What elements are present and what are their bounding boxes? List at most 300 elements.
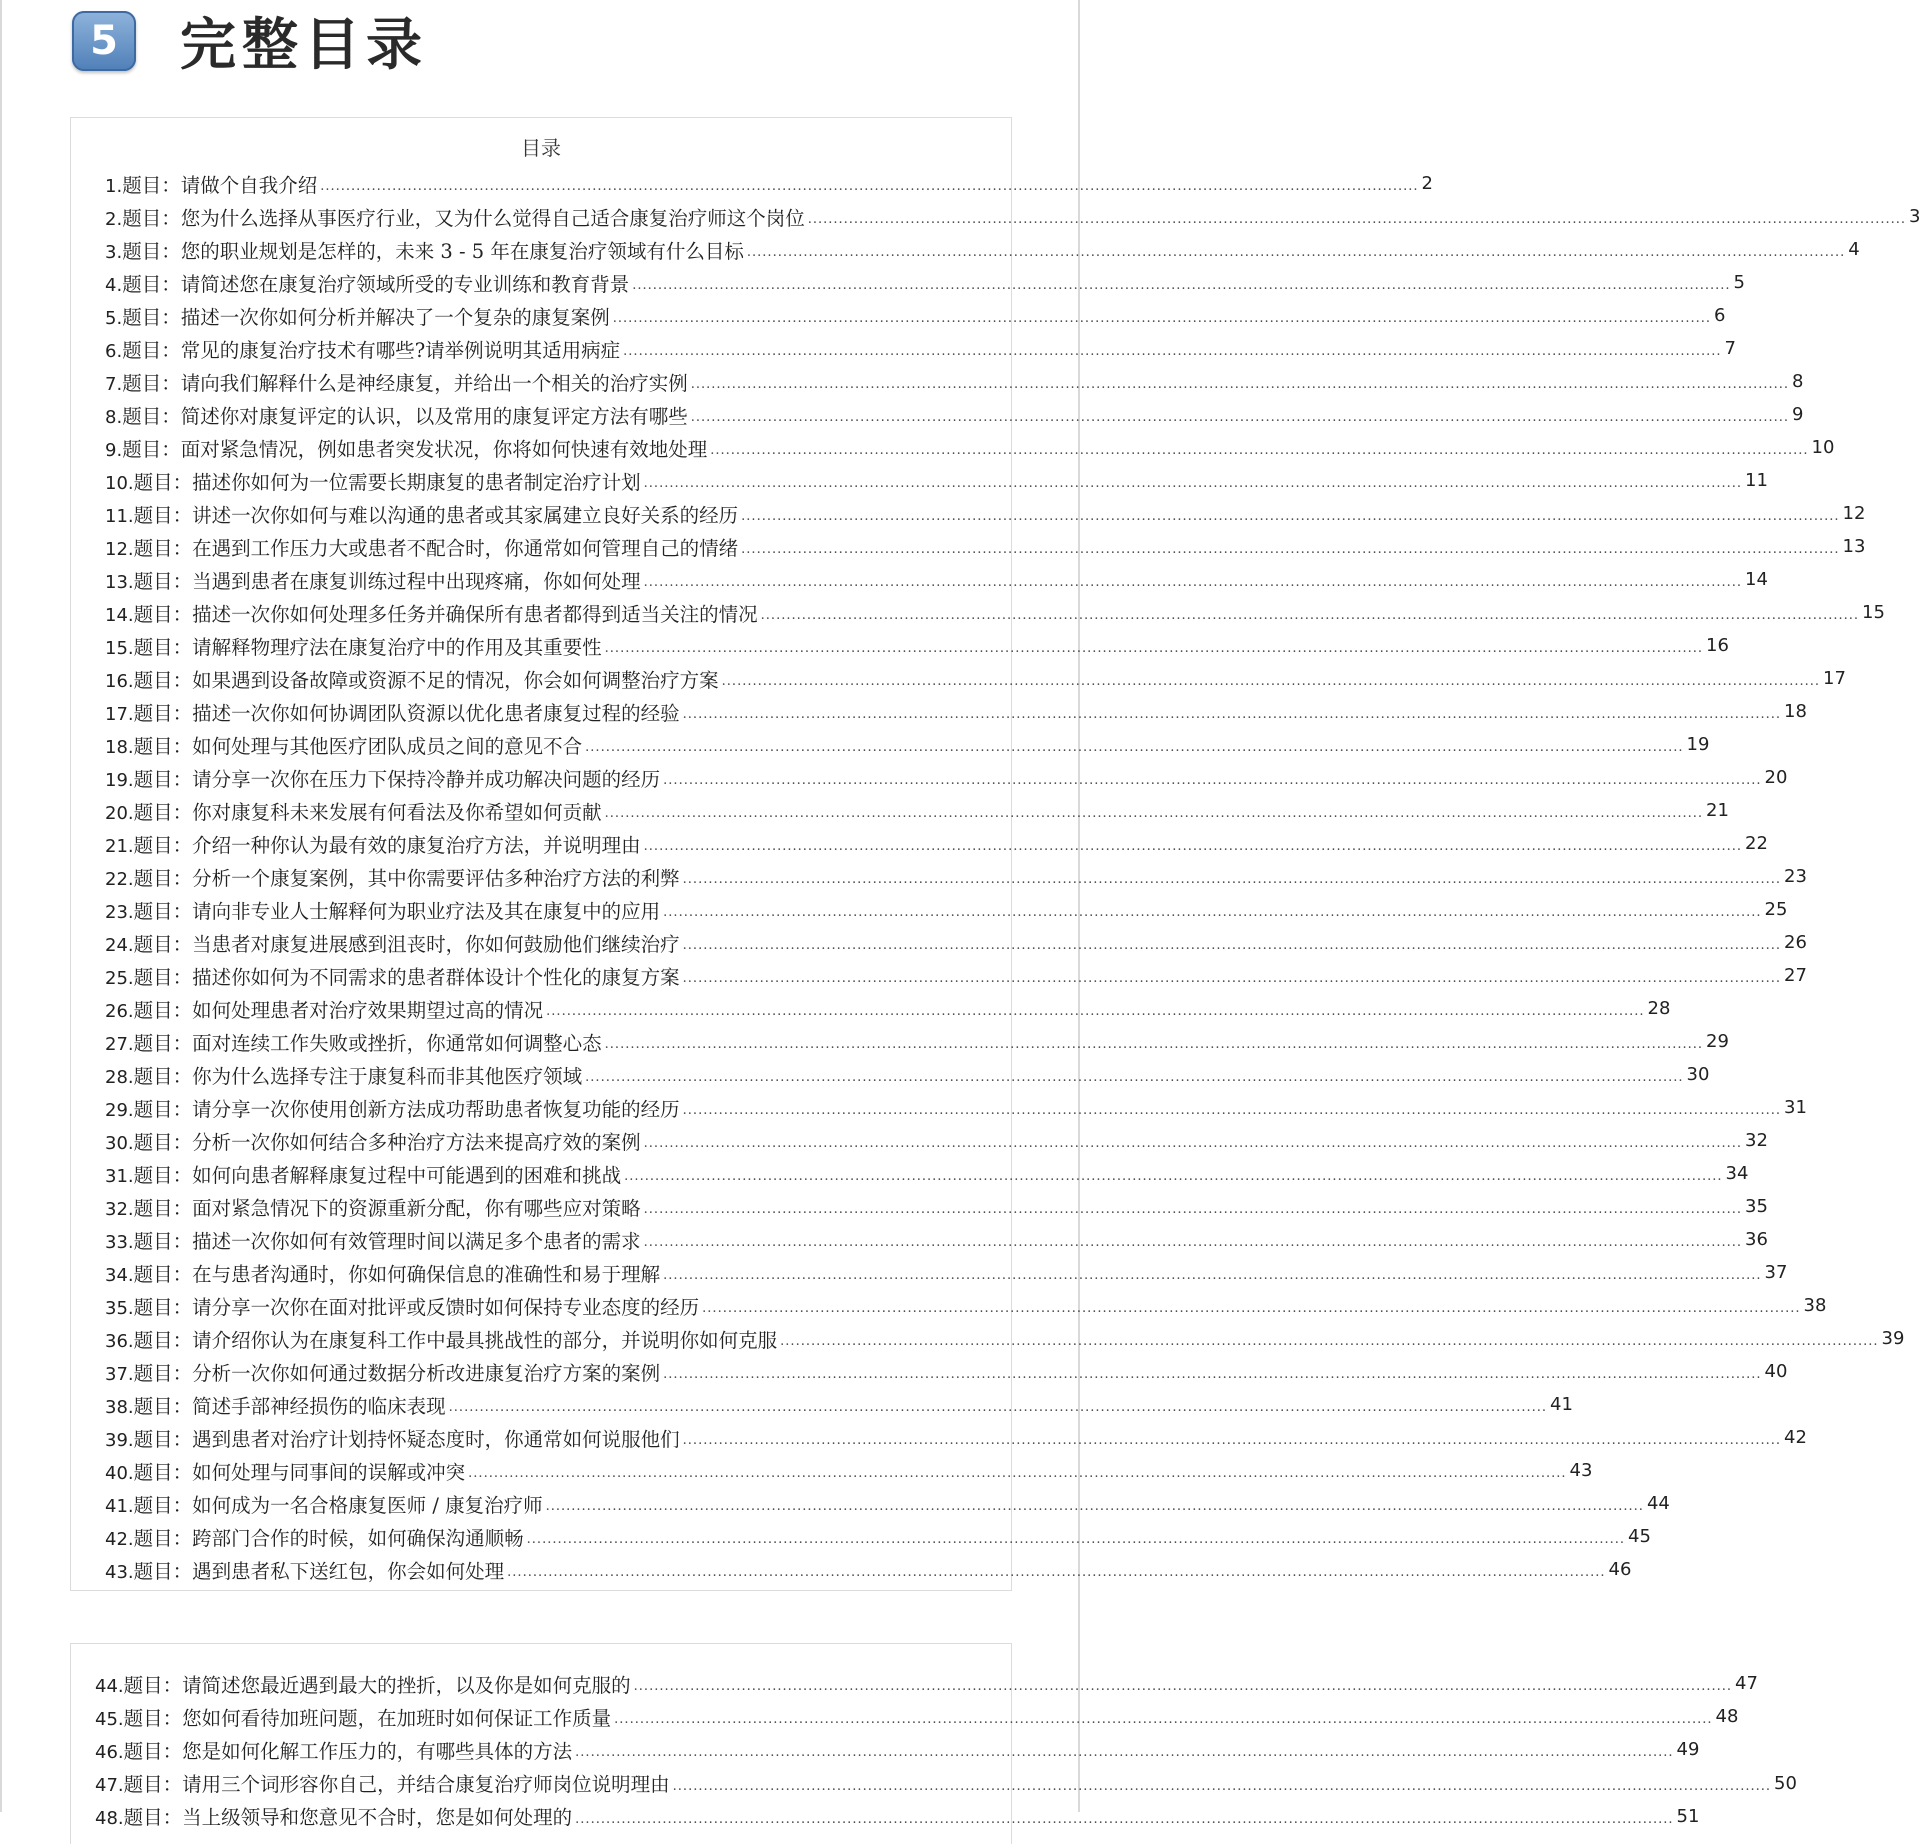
toc-entry-title: 当遇到患者在康复训练过程中出现疼痛，你如何处理 — [192, 569, 641, 593]
toc-entry-page: 6 — [1714, 305, 1726, 326]
toc-entry-page: 11 — [1745, 470, 1768, 491]
toc-entry-title: 请分享一次你在压力下保持冷静并成功解决问题的经历 — [192, 767, 661, 791]
toc-entry-page: 8 — [1792, 371, 1804, 392]
toc-entry-title: 分析一个康复案例，其中你需要评估多种治疗方法的利弊 — [192, 866, 680, 890]
toc-entry[interactable] — [105, 596, 1885, 629]
toc-entry-title: 您如何看待加班问题，在加班时如何保证工作质量 — [182, 1706, 612, 1730]
toc-entry-title: 简述你对康复评定的认识，以及常用的康复评定方法有哪些 — [180, 404, 688, 428]
toc-entry[interactable] — [95, 1800, 1700, 1833]
entry-label: 题目： — [133, 701, 193, 725]
toc-entry-page: 16 — [1706, 635, 1729, 656]
entry-label: 题目： — [133, 1262, 193, 1286]
toc-entry[interactable] — [105, 431, 1835, 464]
toc-entry-title: 请解释物理疗法在康复治疗中的作用及其重要性 — [192, 635, 602, 659]
toc-entry-number — [105, 1160, 192, 1188]
toc-entry-title: 您为什么选择从事医疗行业，又为什么觉得自己适合康复治疗师这个岗位 — [180, 206, 805, 230]
toc-entry-number — [105, 1061, 192, 1089]
entry-index: 43. — [105, 1561, 134, 1583]
toc-entry[interactable] — [105, 1553, 1632, 1586]
toc-entry-page: 47 — [1735, 1673, 1758, 1695]
toc-entry-title: 如何处理与同事间的误解或冲突 — [192, 1460, 466, 1484]
toc-entry-title: 描述一次你如何分析并解决了一个复杂的康复案例 — [180, 305, 610, 329]
toc-entry-number — [105, 1094, 192, 1122]
dot-leader — [605, 806, 1703, 821]
toc-entry-number — [105, 1193, 192, 1221]
toc-entry-title: 讲述一次你如何与难以沟通的患者或其家属建立良好关系的经历 — [192, 503, 739, 527]
entry-label: 题目： — [133, 470, 193, 494]
entry-label: 题目： — [133, 1295, 193, 1319]
toc-entry[interactable] — [105, 1025, 1729, 1058]
entry-label: 题目： — [133, 1196, 193, 1220]
toc-entry-number — [105, 467, 192, 495]
toc-entry[interactable] — [105, 497, 1866, 530]
toc-entry-number — [105, 1292, 192, 1320]
toc-entry-number — [95, 1703, 182, 1731]
entry-label: 题目： — [133, 1031, 193, 1055]
toc-entry[interactable] — [105, 629, 1729, 662]
toc-entry-page: 35 — [1745, 1196, 1768, 1217]
toc-entry-number — [105, 1457, 192, 1485]
toc-entry-number — [105, 1556, 192, 1584]
toc-entry-title: 请分享一次你使用创新方法成功帮助患者恢复功能的经历 — [192, 1097, 680, 1121]
toc-entry-number — [105, 401, 181, 429]
dot-leader — [663, 1268, 1761, 1283]
toc-entry-title: 您的职业规划是怎样的，未来 3 - 5 年在康复治疗领域有什么目标 — [180, 239, 744, 263]
toc-entry[interactable] — [105, 1454, 1593, 1487]
entry-index: 25. — [105, 967, 134, 989]
toc-entry-number — [105, 1391, 192, 1419]
toc-entry-title: 分析一次你如何结合多种治疗方法来提高疗效的案例 — [192, 1130, 641, 1154]
entry-label: 题目： — [133, 1163, 193, 1187]
entry-label: 题目： — [133, 668, 193, 692]
toc-entry[interactable] — [105, 1388, 1573, 1421]
toc-entry-number — [105, 896, 192, 924]
toc-entry-title: 常见的康复治疗技术有哪些?请举例说明其适用病症 — [180, 338, 621, 362]
toc-entry-title: 介绍一种你认为最有效的康复治疗方法，并说明理由 — [192, 833, 641, 857]
dot-leader — [449, 1400, 1547, 1415]
toc-entry-number — [105, 269, 181, 297]
toc-entry-page: 34 — [1725, 1163, 1749, 1184]
entry-index: 4. — [105, 274, 123, 296]
toc-entry-title: 遇到患者对治疗计划持怀疑态度时，你通常如何说服他们 — [192, 1427, 680, 1451]
dot-leader — [710, 443, 1808, 458]
toc-entry-page: 21 — [1706, 800, 1729, 821]
toc-entry[interactable] — [95, 1733, 1700, 1766]
toc-entry-number — [105, 170, 181, 198]
dot-leader — [605, 641, 1703, 656]
entry-index: 22. — [105, 868, 134, 890]
toc-entry-page: 29 — [1706, 1031, 1729, 1052]
entry-label: 题目： — [133, 1229, 193, 1253]
toc-entry-number — [105, 1424, 192, 1452]
toc-entry-title: 在与患者沟通时，你如何确保信息的准确性和易于理解 — [192, 1262, 661, 1286]
entry-index: 27. — [105, 1033, 134, 1055]
dot-leader — [585, 740, 1683, 755]
toc-entry[interactable] — [105, 1157, 1749, 1190]
entry-index: 31. — [105, 1165, 134, 1187]
toc-entry-number — [105, 698, 192, 726]
toc-entry[interactable] — [105, 794, 1729, 827]
toc-entry-title: 请介绍你认为在康复科工作中最具挑战性的部分，并说明你如何克服 — [192, 1328, 778, 1352]
toc-entry-number — [105, 929, 192, 957]
dot-leader — [683, 1103, 1781, 1118]
entry-label: 题目： — [133, 536, 193, 560]
dot-leader — [780, 1334, 1878, 1349]
toc-entry[interactable] — [105, 959, 1807, 992]
toc-entry-page: 39 — [1881, 1328, 1905, 1349]
toc-entry-page: 22 — [1745, 833, 1768, 854]
toc-entry-page: 15 — [1862, 602, 1885, 623]
toc-entry-page: 7 — [1724, 338, 1736, 359]
toc-entry-title: 描述你如何为不同需求的患者群体设计个性化的康复方案 — [192, 965, 680, 989]
entry-label: 题目： — [133, 1097, 193, 1121]
toc-entry-page: 40 — [1764, 1361, 1788, 1382]
toc-entry-title: 你对康复科未来发展有何看法及你希望如何贡献 — [192, 800, 602, 824]
entry-index: 46. — [95, 1741, 124, 1763]
entry-label: 题目： — [123, 1673, 183, 1697]
entry-label: 题目： — [123, 1739, 183, 1763]
entry-label: 题目： — [133, 1394, 193, 1418]
toc-entry[interactable] — [105, 266, 1745, 299]
entry-label: 题目： — [133, 503, 193, 527]
entry-index: 40. — [105, 1462, 134, 1484]
entry-index: 47. — [95, 1775, 124, 1797]
toc-entry[interactable] — [105, 728, 1710, 761]
dot-leader — [683, 971, 1781, 986]
toc-entry[interactable] — [105, 464, 1768, 497]
toc-entry-number — [105, 632, 192, 660]
toc-entry-title: 简述手部神经损伤的临床表现 — [192, 1394, 446, 1418]
entry-label: 题目： — [133, 1361, 193, 1385]
toc-entry[interactable] — [105, 1421, 1807, 1454]
dot-leader — [683, 938, 1781, 953]
entry-label: 题目： — [133, 800, 193, 824]
entry-index: 48. — [95, 1808, 124, 1830]
entry-index: 19. — [105, 769, 134, 791]
entry-label: 题目： — [133, 767, 193, 791]
toc-entry-title: 请做个自我介绍 — [180, 173, 318, 197]
dot-leader — [691, 377, 1789, 392]
toc-entry-title: 描述一次你如何有效管理时间以满足多个患者的需求 — [192, 1229, 641, 1253]
entry-index: 39. — [105, 1429, 134, 1451]
dot-leader — [644, 1202, 1742, 1217]
toc-entry-number — [105, 335, 181, 363]
entry-index: 6. — [105, 340, 123, 362]
entry-label: 题目： — [133, 734, 193, 758]
toc-entry[interactable] — [95, 1667, 1758, 1700]
toc-entry-number — [105, 863, 192, 891]
toc-entry-title: 描述你如何为一位需要长期康复的患者制定治疗计划 — [192, 470, 641, 494]
toc-entry-title: 请简述您在康复治疗领域所受的专业训练和教育背景 — [180, 272, 630, 296]
entry-label: 题目： — [122, 272, 181, 296]
dot-leader — [722, 674, 1820, 689]
toc-entry[interactable] — [105, 398, 1804, 431]
dot-leader — [613, 311, 1711, 326]
toc-entry-title: 面对紧急情况下的资源重新分配，你有哪些应对策略 — [192, 1196, 641, 1220]
entry-index: 8. — [105, 406, 123, 428]
toc-entry[interactable] — [105, 926, 1807, 959]
entry-index: 34. — [105, 1264, 134, 1286]
toc-entry-title: 请用三个词形容你自己，并结合康复治疗师岗位说明理由 — [182, 1773, 670, 1797]
toc-entry[interactable] — [105, 992, 1671, 1025]
toc-entry[interactable] — [105, 1322, 1905, 1355]
entry-index: 12. — [105, 538, 134, 560]
toc-entry[interactable] — [105, 1289, 1827, 1322]
toc-entry-number — [95, 1670, 182, 1698]
entry-label: 题目： — [122, 206, 181, 230]
toc-entry-title: 请向非专业人士解释何为职业疗法及其在康复中的应用 — [192, 899, 661, 923]
toc-entry-title: 您是如何化解工作压力的，有哪些具体的方法 — [182, 1739, 573, 1763]
toc-entry[interactable] — [105, 332, 1736, 365]
entry-index: 9. — [105, 439, 123, 461]
dot-leader — [663, 905, 1761, 920]
toc-page-2 — [70, 1643, 1797, 1844]
toc-entry-page: 4 — [1848, 239, 1860, 260]
entry-label: 题目： — [123, 1806, 183, 1830]
entry-label: 题目： — [133, 866, 193, 890]
entry-label: 题目： — [122, 305, 181, 329]
entry-index: 30. — [105, 1132, 134, 1154]
toc-entry-page: 43 — [1569, 1460, 1593, 1481]
toc-entry[interactable] — [105, 1256, 1788, 1289]
toc-entry-number — [105, 236, 181, 264]
toc-entry-page: 31 — [1784, 1097, 1807, 1118]
dot-leader — [634, 1679, 1732, 1694]
dot-leader — [623, 344, 1721, 359]
section-title: 完整目录 — [180, 13, 428, 78]
entry-index: 15. — [105, 637, 134, 659]
toc-entry-page: 27 — [1784, 965, 1807, 986]
entry-index: 37. — [105, 1363, 134, 1385]
dot-leader — [644, 839, 1742, 854]
entry-index: 42. — [105, 1528, 134, 1550]
toc-entry-page: 44 — [1646, 1493, 1670, 1514]
entry-index: 17. — [105, 703, 134, 725]
dot-leader — [808, 212, 1906, 227]
toc-entry-number — [105, 665, 192, 693]
toc-entry-page: 28 — [1647, 998, 1671, 1019]
toc-entry[interactable] — [105, 1487, 1670, 1520]
toc-entry[interactable] — [105, 662, 1846, 695]
dot-leader — [683, 1433, 1781, 1448]
dot-leader — [644, 1235, 1742, 1250]
toc-entry-number — [95, 1769, 182, 1797]
entry-index: 41. — [105, 1495, 134, 1517]
entry-index: 14. — [105, 604, 134, 626]
toc-entry[interactable] — [105, 1520, 1651, 1553]
toc-entry-number — [105, 1028, 192, 1056]
section-header — [72, 6, 428, 76]
toc-entry-page: 38 — [1803, 1295, 1827, 1316]
toc-entry-title: 当患者对康复进展感到沮丧时，你如何鼓励他们继续治疗 — [192, 932, 680, 956]
toc-entry-page: 48 — [1715, 1706, 1739, 1728]
entry-label: 题目： — [122, 437, 181, 461]
toc-entry-title: 请向我们解释什么是神经康复，并给出一个相关的治疗实例 — [180, 371, 688, 395]
toc-entry-page: 41 — [1550, 1394, 1573, 1415]
toc-entry-page: 3 — [1909, 206, 1921, 227]
dot-leader — [702, 1301, 1800, 1316]
toc-entry[interactable] — [105, 1124, 1768, 1157]
entry-label: 题目： — [133, 1493, 193, 1517]
toc-entry[interactable] — [105, 1223, 1768, 1256]
entry-index: 26. — [105, 1000, 134, 1022]
toc-list — [95, 1667, 1797, 1833]
toc-entry[interactable] — [105, 233, 1860, 266]
toc-entry[interactable] — [105, 1190, 1768, 1223]
toc-entry-number — [105, 797, 192, 825]
entry-index: 23. — [105, 901, 134, 923]
toc-entry[interactable] — [105, 695, 1807, 728]
dot-leader — [585, 1070, 1683, 1085]
toc-entry[interactable] — [105, 167, 1433, 200]
toc-entry[interactable] — [105, 563, 1768, 596]
entry-index: 13. — [105, 571, 134, 593]
toc-entry[interactable] — [105, 365, 1804, 398]
toc-entry-page: 19 — [1686, 734, 1710, 755]
entry-index: 45. — [95, 1708, 124, 1730]
toc-entry-number — [105, 368, 181, 396]
toc-entry-number — [105, 566, 192, 594]
entry-index: 33. — [105, 1231, 134, 1253]
dot-leader — [741, 542, 1839, 557]
toc-entry-page: 9 — [1792, 404, 1804, 425]
toc-entry[interactable] — [105, 827, 1768, 860]
toc-entry-title: 面对紧急情况，例如患者突发状况，你将如何快速有效地处理 — [180, 437, 708, 461]
toc-entry-page: 42 — [1784, 1427, 1807, 1448]
toc-entry-number — [105, 1358, 192, 1386]
entry-label: 题目： — [123, 1706, 183, 1730]
entry-label: 题目： — [133, 1328, 193, 1352]
toc-entry-page: 49 — [1676, 1739, 1700, 1761]
dot-leader — [761, 608, 1859, 623]
toc-entry-number — [105, 203, 181, 231]
toc-entry-title: 如何处理与其他医疗团队成员之间的意见不合 — [192, 734, 583, 758]
dot-leader — [575, 1745, 1673, 1760]
dot-leader — [691, 410, 1789, 425]
toc-entry-page: 12 — [1842, 503, 1866, 524]
toc-entry-number — [105, 962, 192, 990]
toc-heading: 目录 — [521, 136, 561, 160]
toc-entry-page: 17 — [1823, 668, 1846, 689]
dot-leader — [644, 575, 1742, 590]
toc-entry[interactable] — [105, 1058, 1710, 1091]
toc-page-1 — [70, 117, 1921, 1591]
toc-entry-page: 37 — [1764, 1262, 1788, 1283]
toc-entry-title: 如何成为一名合格康复医师 / 康复治疗师 — [192, 1493, 543, 1517]
toc-entry-number — [105, 1523, 192, 1551]
toc-entry-number — [95, 1802, 182, 1830]
toc-entry-title: 跨部门合作的时候，如何确保沟通顺畅 — [192, 1526, 524, 1550]
dot-leader — [614, 1712, 1712, 1727]
toc-entry[interactable] — [95, 1700, 1739, 1733]
toc-entry[interactable] — [105, 299, 1726, 332]
toc-entry[interactable] — [105, 761, 1788, 794]
entry-index: 3. — [105, 241, 123, 263]
toc-entry[interactable] — [105, 860, 1807, 893]
toc-entry-page: 26 — [1784, 932, 1807, 953]
dot-leader — [683, 872, 1781, 887]
dot-leader — [546, 1004, 1644, 1019]
entry-label: 题目： — [122, 371, 181, 395]
entry-label: 题目： — [122, 173, 181, 197]
entry-label: 题目： — [133, 965, 193, 989]
toc-entry-number — [105, 995, 192, 1023]
entry-index: 44. — [95, 1675, 124, 1697]
entry-index: 18. — [105, 736, 134, 758]
toc-entry-title: 如何向患者解释康复过程中可能遇到的困难和挑战 — [192, 1163, 622, 1187]
entry-label: 题目： — [122, 338, 181, 362]
entry-label: 题目： — [133, 569, 193, 593]
toc-entry-page: 23 — [1784, 866, 1807, 887]
toc-entry-title: 如何处理患者对治疗效果期望过高的情况 — [192, 998, 544, 1022]
dot-leader — [663, 773, 1761, 788]
entry-label: 题目： — [133, 932, 193, 956]
toc-entry-number — [105, 830, 192, 858]
entry-label: 题目： — [122, 239, 181, 263]
toc-entry[interactable] — [105, 1355, 1788, 1388]
entry-index: 7. — [105, 373, 123, 395]
dot-leader — [644, 1136, 1742, 1151]
toc-entry-number — [105, 599, 192, 627]
entry-label: 题目： — [133, 1064, 193, 1088]
toc-entry-title: 请简述您最近遇到最大的挫折，以及你是如何克服的 — [182, 1673, 631, 1697]
toc-entry-title: 在遇到工作压力大或患者不配合时，你通常如何管理自己的情绪 — [192, 536, 739, 560]
entry-index: 20. — [105, 802, 134, 824]
toc-entry-number — [105, 1226, 192, 1254]
toc-entry-title: 当上级领导和您意见不合时，您是如何处理的 — [182, 1806, 573, 1830]
entry-index: 32. — [105, 1198, 134, 1220]
toc-entry[interactable] — [95, 1767, 1797, 1800]
entry-index: 29. — [105, 1099, 134, 1121]
toc-entry-page: 14 — [1745, 569, 1768, 590]
entry-index: 36. — [105, 1330, 134, 1352]
entry-index: 1. — [105, 175, 123, 197]
toc-entry-number — [105, 434, 181, 462]
toc-entry-page: 50 — [1774, 1772, 1797, 1794]
entry-index: 38. — [105, 1396, 134, 1418]
toc-entry[interactable] — [105, 530, 1866, 563]
toc-entry-page: 10 — [1811, 437, 1835, 458]
toc-entry-title: 你为什么选择专注于康复科而非其他医疗领域 — [192, 1064, 583, 1088]
toc-entry[interactable] — [105, 200, 1921, 233]
toc-entry-number — [105, 1325, 192, 1353]
entry-index: 21. — [105, 835, 134, 857]
toc-entry-page: 32 — [1745, 1130, 1768, 1151]
toc-entry-number — [105, 731, 192, 759]
toc-entry[interactable] — [105, 893, 1788, 926]
entry-index: 35. — [105, 1297, 134, 1319]
toc-entry-page: 45 — [1628, 1526, 1651, 1547]
toc-entry-title: 如果遇到设备故障或资源不足的情况，你会如何调整治疗方案 — [192, 668, 719, 692]
entry-label: 题目： — [133, 833, 193, 857]
dot-leader — [575, 1812, 1673, 1827]
dot-leader — [747, 245, 1845, 260]
entry-index: 11. — [105, 505, 134, 527]
entry-index: 16. — [105, 670, 134, 692]
dot-leader — [644, 476, 1742, 491]
toc-entry-number — [105, 1259, 192, 1287]
toc-entry[interactable] — [105, 1091, 1807, 1124]
toc-entry-page: 25 — [1764, 899, 1788, 920]
toc-entry-page: 18 — [1784, 701, 1807, 722]
entry-label: 题目： — [123, 1773, 183, 1797]
entry-index: 10. — [105, 472, 134, 494]
entry-label: 题目： — [133, 1460, 193, 1484]
toc-entry-title: 请分享一次你在面对批评或反馈时如何保持专业态度的经历 — [192, 1295, 700, 1319]
toc-entry-page: 2 — [1421, 173, 1433, 194]
toc-entry-page: 46 — [1608, 1559, 1632, 1580]
entry-index: 24. — [105, 934, 134, 956]
